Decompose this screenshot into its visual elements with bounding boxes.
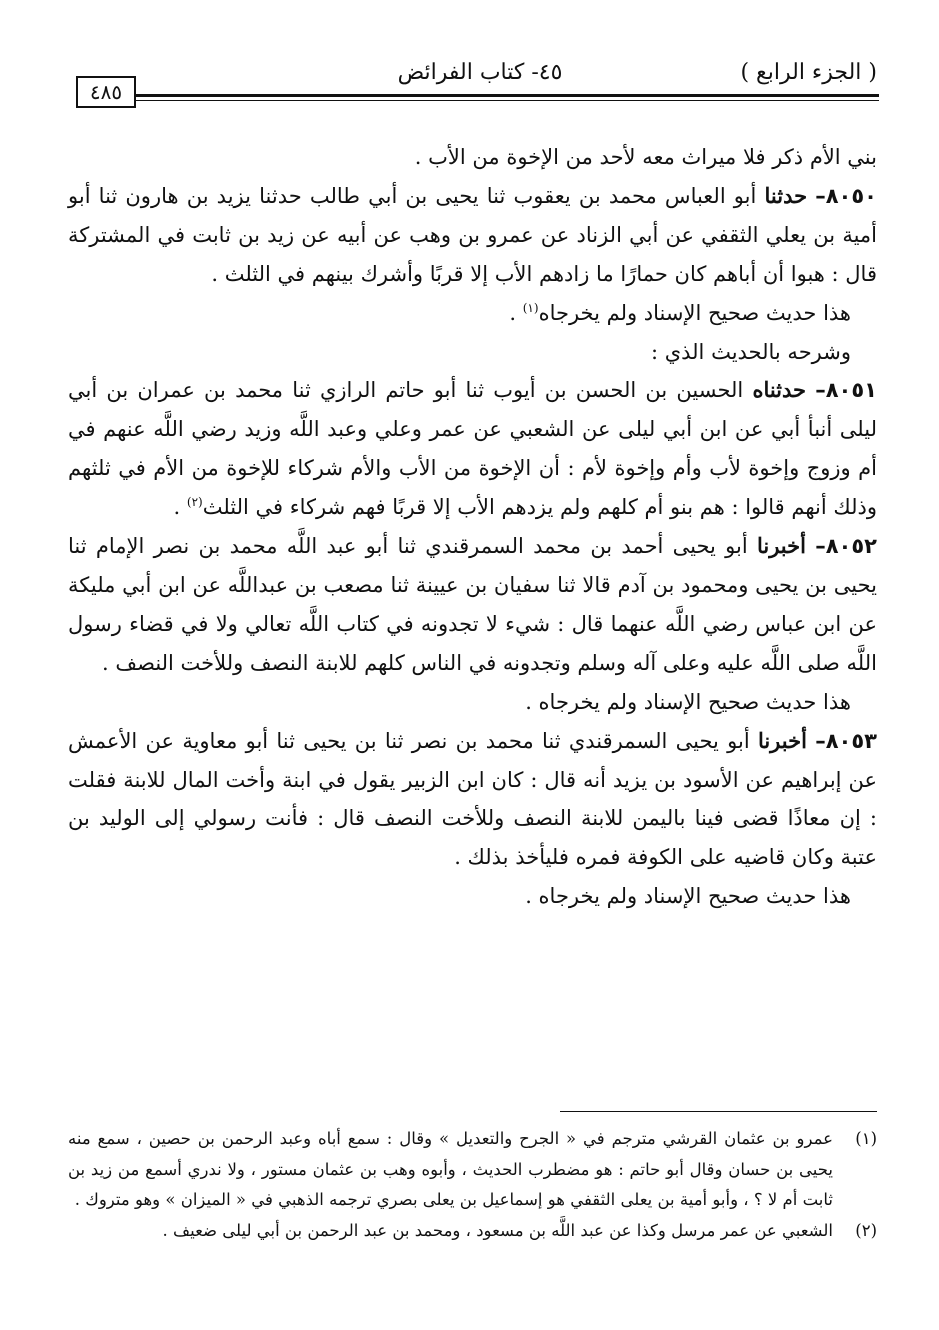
hadith-8052 [68, 527, 877, 683]
header-rule [134, 94, 879, 97]
footnote-ref-1[interactable]: (١) [522, 300, 539, 315]
footnote-mark: (٢) [855, 1220, 877, 1240]
hadith-text: أبو العباس محمد بن يعقوب ثنا يحيى بن أبي طالب حدثنا يزيد بن هارون ثنا أبو أمية بن يعلي الثقفي عن أبي الزناد عن عمرو بن وهب عن أبيه عن زيد بن ثابت في المشتركة قال : هبوا أن أباهم كان حمارًا ما زادهم الأب إلا قربًا وأشرك بينهم في الثلث . [68, 183, 877, 286]
footnote-1 [68, 1124, 877, 1216]
footnote-text: عمرو بن عثمان القرشي مترجم في « الجرح والتعديل » وقال : سمع أباه وعبد الرحمن بن حصين ، سمع منه يحيى بن حسان وقال أبو حاتم : هو مضطرب الحديث ، وأبوه وهب بن عثمان مستور ، ولا ندري أسمع من زيد بن ثابت أم لا ؟ ، وأبو أمية بن يعلى الثقفي هو إسماعيل بن يعلى بصري ترجمه الذهبي في « الميزان » وهو متروك . [68, 1129, 833, 1210]
footnote-ref-2[interactable]: (٢) [186, 495, 203, 510]
hadith-number: ٨٠٥١– [815, 378, 877, 403]
footnote-separator [560, 1111, 877, 1112]
hadith-end: . [173, 495, 187, 520]
hadith-number: ٨٠٥٠– [815, 183, 877, 208]
grade-text: هذا حديث صحيح الإسناد ولم يخرجاه [538, 300, 851, 325]
page-number: ٤٨٥ [76, 76, 136, 108]
hadith-number: ٨٠٥٢– [815, 534, 877, 559]
hadith-text: أبو يحيى أحمد بن محمد السمرقندي ثنا أبو عبد اللَّه محمد بن نصر الإمام ثنا يحيى بن يحيى ومحمود بن آدم قالا ثنا سفيان بن عيينة ثنا مصعب بن عبداللَّه عن ابن أبي مليكة عن ابن عباس رضي اللَّه عنهما قال : شيء لا تجدونه في كتاب اللَّه تعالي ولا في قضاء رسول اللَّه صلى اللَّه عليه وعلى آله وسلم وتجدونه في الناس كلهم للابنة النصف وللأخت النصف . [68, 534, 877, 675]
running-header-part: ( الجزء الرابع ) [740, 60, 877, 85]
grade-end: . [509, 300, 523, 325]
footnote-mark: (١) [855, 1129, 877, 1148]
hadith-grade-8052: هذا حديث صحيح الإسناد ولم يخرجاه . [525, 689, 851, 714]
hadith-lead-word: حدثناه [752, 377, 807, 403]
hadith-lead-word: أخبرنا [756, 533, 806, 559]
sharh-line: وشرحه بالحديث الذي : [650, 339, 851, 364]
hadith-8053 [68, 722, 877, 878]
hadith-number: ٨٠٥٣– [815, 728, 877, 753]
hadith-8051 [68, 371, 877, 527]
hadith-lead-word: أخبرنا [757, 727, 807, 753]
footnote-text: الشعبي عن عمر مرسل وكذا عن عبد اللَّه بن مسعود ، ومحمد بن عبد الرحمن بن أبي ليلى ضعيف . [162, 1220, 833, 1240]
hadith-text: أبو يحيى السمرقندي ثنا محمد بن نصر ثنا بن يحيى ثنا أبو معاوية عن الأعمش عن إبراهيم عن الأسود بن يزيد أنه قال : كان ابن الزبير يقول في ابنة وأخت المال للابنة فقلت : إن معاذًا قضى فينا باليمن للابنة النصف وللأخت النصف قال : فأنت رسولي إلى الوليد بن عتبة وكان قاضيه على الكوفة فمره فليأخذ بذلك . [68, 728, 877, 870]
hadith-text: الحسين بن الحسن بن أيوب ثنا أبو حاتم الرازي ثنا محمد بن عمران بن أبي ليلى أنبأ أبي عن ابن أبي ليلى عن الشعبي عن عمر وعلي وعبد اللَّه وزيد رضي اللَّه عنهم في أم وزوج وإخوة لأب وأم وإخوة لأم : أن الإخوة من الأب والأم شركاء للإخوة من الأم في ثلثهم وذلك أنهم قالوا : هم بنو أم كلهم ولم يزدهم الأب إلا قربًا فهم شركاء في الثلث [68, 378, 877, 520]
hadith-grade-8053: هذا حديث صحيح الإسناد ولم يخرجاه . [525, 884, 851, 909]
hadith-8050 [68, 177, 877, 294]
hadith-grade-8050 [68, 294, 877, 333]
header-rule-thin [134, 100, 879, 101]
main-text [68, 138, 877, 916]
running-header-book: ٤٥- كتاب الفرائض [397, 60, 563, 85]
footnote-2 [68, 1216, 877, 1247]
footnotes [68, 1124, 877, 1246]
hadith-lead-word: حدثنا [764, 182, 808, 208]
paragraph-continuation: بني الأم ذكر فلا ميراث معه لأحد من الإخوة من الأب . [414, 145, 877, 169]
